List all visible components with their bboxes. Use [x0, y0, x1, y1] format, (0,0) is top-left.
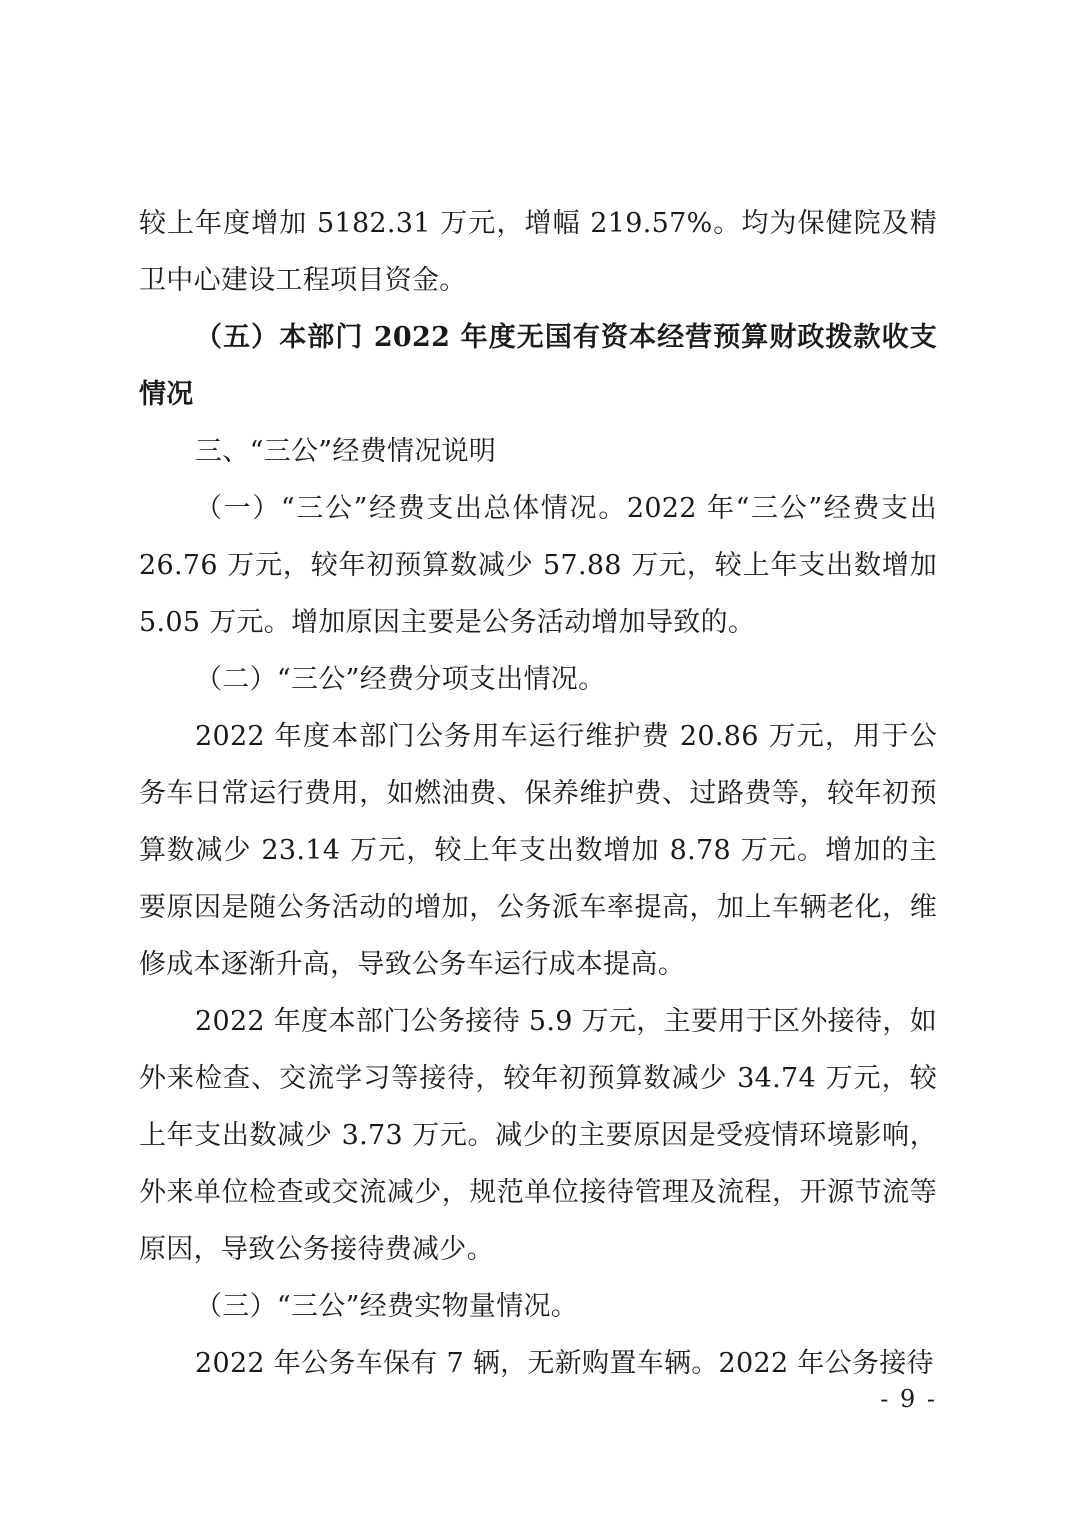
paragraph-reception-costs: 2022 年度本部门公务接待 5.9 万元，主要用于区外接待，如外来检查、交流学习等接待，较年初预算数减少 34.74 万元，较上年支出数减少 3.73 万元。减少的主要原因是受疫情环境影响，外来单位检查或交流减少，规范单位接待管理及流程，开源节流等原因，导致公务接待费减少。: [139, 1006, 937, 1265]
page-body: [139, 195, 937, 1392]
section-heading-5: （五）本部门 2022 年度无国有资本经营预算财政拨款收支情况: [139, 322, 937, 410]
subheading-itemized: （二）“三公”经费分项支出情况。: [195, 664, 606, 695]
paragraph-continuation: 较上年度增加 5182.31 万元，增幅 219.57%。均为保健院及精卫中心建设工程项目资金。: [139, 208, 937, 296]
paragraph-vehicle-count: 2022 年公务车保有 7 辆，无新购置车辆。2022 年公务接待: [195, 1348, 934, 1379]
paragraph-overall: （一）“三公”经费支出总体情况。2022 年“三公”经费支出 26.76 万元，较年初预算数减少 57.88 万元，较上年支出数增加 5.05 万元。增加原因主要是公务活动增加导致的。: [139, 493, 937, 638]
subheading-physical-quantity: （三）“三公”经费实物量情况。: [195, 1291, 579, 1322]
paragraph-vehicle-costs: 2022 年度本部门公务用车运行维护费 20.86 万元，用于公务车日常运行费用，如燃油费、保养维护费、过路费等，较年初预算数减少 23.14 万元，较上年支出数增加 8.78 万元。增加的主要原因是随公务活动的增加，公务派车率提高，加上车辆老化，维修成本逐渐升高，导致公务车运行成本提高。: [139, 721, 937, 980]
page-number: - 9 -: [880, 1385, 937, 1413]
section-heading-3: 三、“三公”经费情况说明: [195, 436, 497, 467]
